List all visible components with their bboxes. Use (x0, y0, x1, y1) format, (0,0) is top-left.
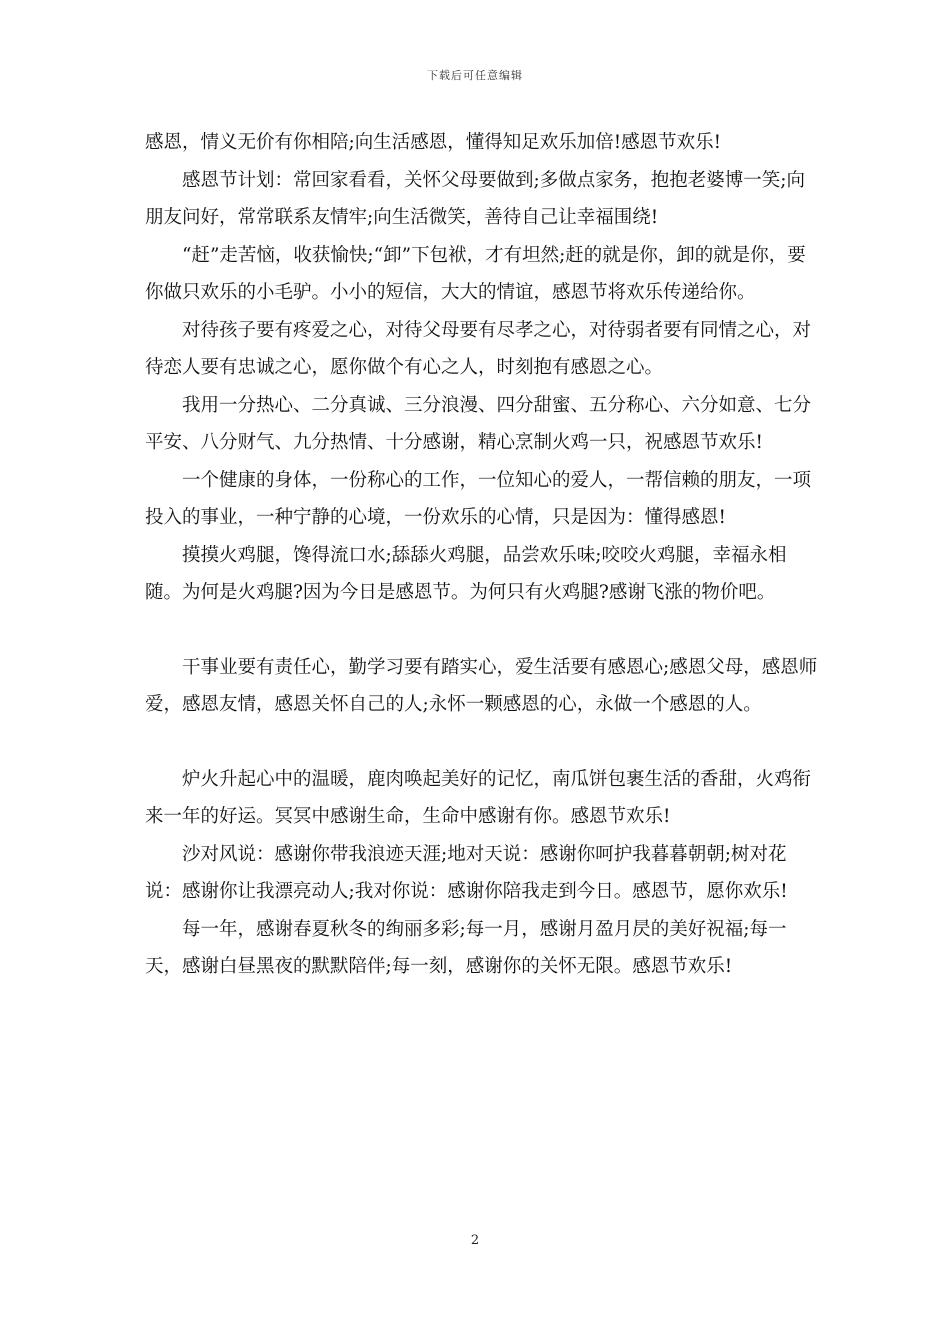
paragraph: 一个健康的身体，一份称心的工作，一位知心的爱人，一帮信赖的朋友，一项投入的事业，一种宁静的心境，一份欢乐的心情，只是因为：懂得感恩! (145, 469, 812, 528)
page-number: 2 (470, 1233, 480, 1248)
paragraph: 沙对风说：感谢你带我浪迹天涯;地对天说：感谢你呵护我暮暮朝朝;树对花说：感谢你让我漂亮动人;我对你说：感谢你陪我走到今日。感恩节，愿你欢乐! (145, 843, 788, 902)
paragraph: 感恩节计划：常回家看看，关怀父母要做到;多做点家务，抱抱老婆博一笑;向朋友问好，常常联系友情牢;向生活微笑，善待自己让幸福围绕! (145, 169, 805, 228)
page-header: 下载后可任意编辑 (427, 69, 523, 82)
paragraph: 摸摸火鸡腿，馋得流口水;舔舔火鸡腿，品尝欢乐味;咬咬火鸡腿，幸福永相随。为何是火鸡腿?因为今日是感恩节。为何只有火鸡腿?感谢飞涨的物价吧。 (145, 544, 787, 603)
paragraph: 对待孩子要有疼爱之心，对待父母要有尽孝之心，对待弱者要有同情之心，对待恋人要有忠诚之心，愿你做个有心之人，时刻抱有感恩之心。 (145, 319, 812, 378)
paragraph-spacer (145, 612, 820, 649)
paragraph: “赶”走苦恼，收获愉快;“卸”下包袱，才有坦然;赶的就是你，卸的就是你，要你做只欢乐的小毛驴。小小的短信，大大的情谊，感恩节将欢乐传递给你。 (145, 244, 806, 303)
paragraph: 我用一分热心、二分真诚、三分浪漫、四分甜蜜、五分称心、六分如意、七分平安、八分财气、九分热情、十分感谢，精心烹制火鸡一只，祝感恩节欢乐! (145, 394, 812, 453)
paragraph: 每一年，感谢春夏秋冬的绚丽多彩;每一月，感谢月盈月昃的美好祝福;每一天，感谢白昼黑夜的默默陪伴;每一刻，感谢你的关怀无限。感恩节欢乐! (145, 918, 787, 977)
document-body (145, 124, 820, 986)
paragraph: 炉火升起心中的温暖，鹿肉唤起美好的记忆，南瓜饼包裹生活的香甜，火鸡衔来一年的好运。冥冥中感谢生命，生命中感谢有你。感恩节欢乐! (145, 768, 812, 827)
paragraph: 感恩，情义无价有你相陪;向生活感恩，懂得知足欢乐加倍!感恩节欢乐! (145, 132, 722, 153)
paragraph-spacer (145, 724, 820, 761)
paragraph: 干事业要有责任心，勤学习要有踏实心，爱生活要有感恩心;感恩父母，感恩师爱，感恩友情，感恩关怀自己的人;永怀一颗感恩的心，永做一个感恩的人。 (145, 656, 818, 715)
